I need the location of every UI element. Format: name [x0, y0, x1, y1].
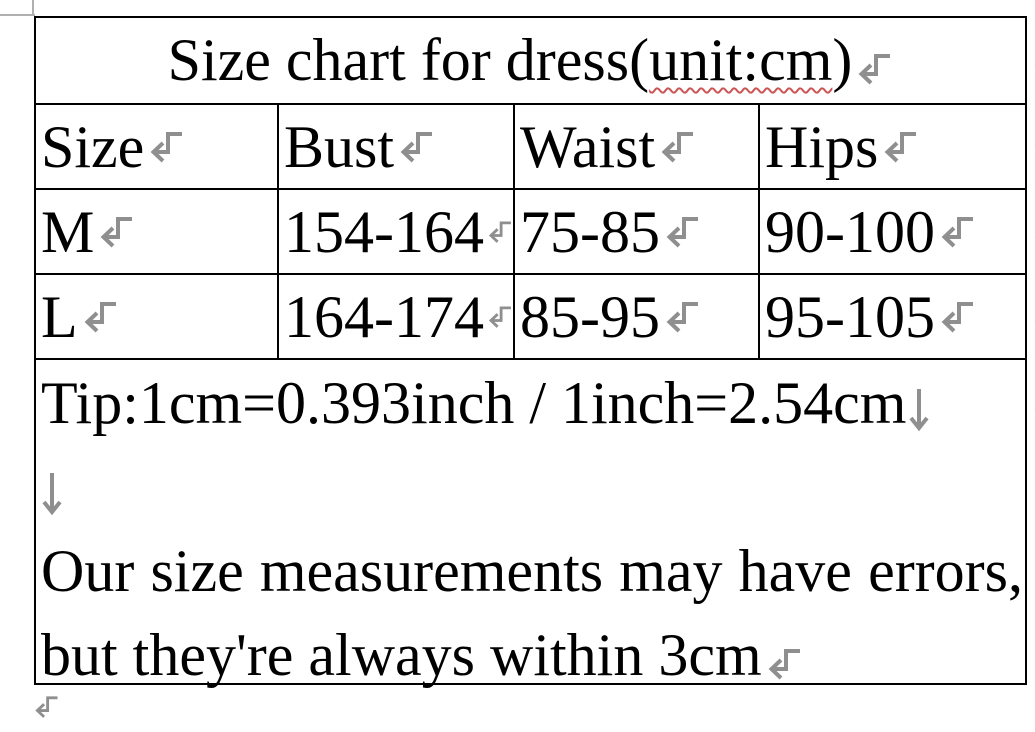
header-label: Hips: [765, 113, 879, 180]
return-mark-icon: [95, 214, 135, 250]
cell-value: M: [41, 198, 95, 265]
header-label: Bust: [284, 113, 395, 180]
table-title-cell: [36, 18, 1025, 103]
line-break-icon: [908, 387, 930, 433]
cell-l-bust: [279, 275, 513, 358]
header-label: Size: [41, 113, 145, 180]
cell-value: 154-164: [284, 198, 484, 265]
return-mark-icon: [656, 129, 696, 165]
return-mark-icon: [661, 214, 701, 250]
blank-line: [41, 445, 1023, 529]
header-cell-bust: [279, 105, 513, 188]
paragraph-mark-icon: [31, 695, 60, 719]
row-end-mark-icon: [1029, 386, 1035, 422]
cell-value: 90-100: [765, 198, 935, 265]
table-title-text: Size chart for dress(: [167, 27, 650, 93]
size-chart-table: [34, 16, 1027, 688]
cell-value: L: [41, 283, 78, 350]
disclaimer-text: but they're always within 3cm: [41, 622, 762, 688]
row-end-mark-icon: [1029, 299, 1035, 335]
cell-value: 164-174: [284, 283, 484, 350]
disclaimer-line-2: [41, 613, 1023, 697]
tip-line: [41, 361, 1023, 445]
cell-l-size: [36, 275, 277, 358]
row-end-mark-icon: [1029, 214, 1035, 250]
cell-m-hips: [760, 190, 1025, 273]
return-mark-icon: [79, 299, 119, 335]
cell-m-size: [36, 190, 277, 273]
return-mark-icon: [853, 51, 893, 87]
table-guide-horizontal: [0, 14, 35, 16]
row-end-mark-icon: [1029, 43, 1035, 79]
header-label: Waist: [520, 113, 656, 180]
table-title-suffix: ): [832, 27, 853, 93]
return-mark-icon: [145, 129, 185, 165]
row-end-mark-icon: [1029, 123, 1035, 159]
return-mark-icon: [485, 299, 513, 335]
cell-value: 85-95: [520, 283, 660, 350]
return-mark-icon: [395, 129, 435, 165]
return-mark-icon: [661, 299, 701, 335]
cell-value: 75-85: [520, 198, 660, 265]
tip-text: Tip:1cm=0.393inch / 1inch=2.54cm: [41, 370, 907, 436]
disclaimer-line-1: Our size measurements may have errors,: [41, 538, 1023, 604]
header-cell-hips: [760, 105, 1025, 188]
line-break-icon: [41, 471, 63, 517]
spellcheck-flagged-text: unit:cm: [649, 27, 833, 93]
cell-value: 95-105: [765, 283, 935, 350]
return-mark-icon: [763, 646, 803, 682]
header-cell-size: [36, 105, 277, 188]
return-mark-icon: [936, 214, 976, 250]
cell-l-hips: [760, 275, 1025, 358]
return-mark-icon: [936, 299, 976, 335]
header-cell-waist: [515, 105, 758, 188]
cell-l-waist: [515, 275, 758, 358]
return-mark-icon: [879, 129, 919, 165]
return-mark-icon: [485, 214, 513, 250]
cell-m-waist: [515, 190, 758, 273]
table-border-row4: [36, 358, 1025, 360]
cell-m-bust: [279, 190, 513, 273]
